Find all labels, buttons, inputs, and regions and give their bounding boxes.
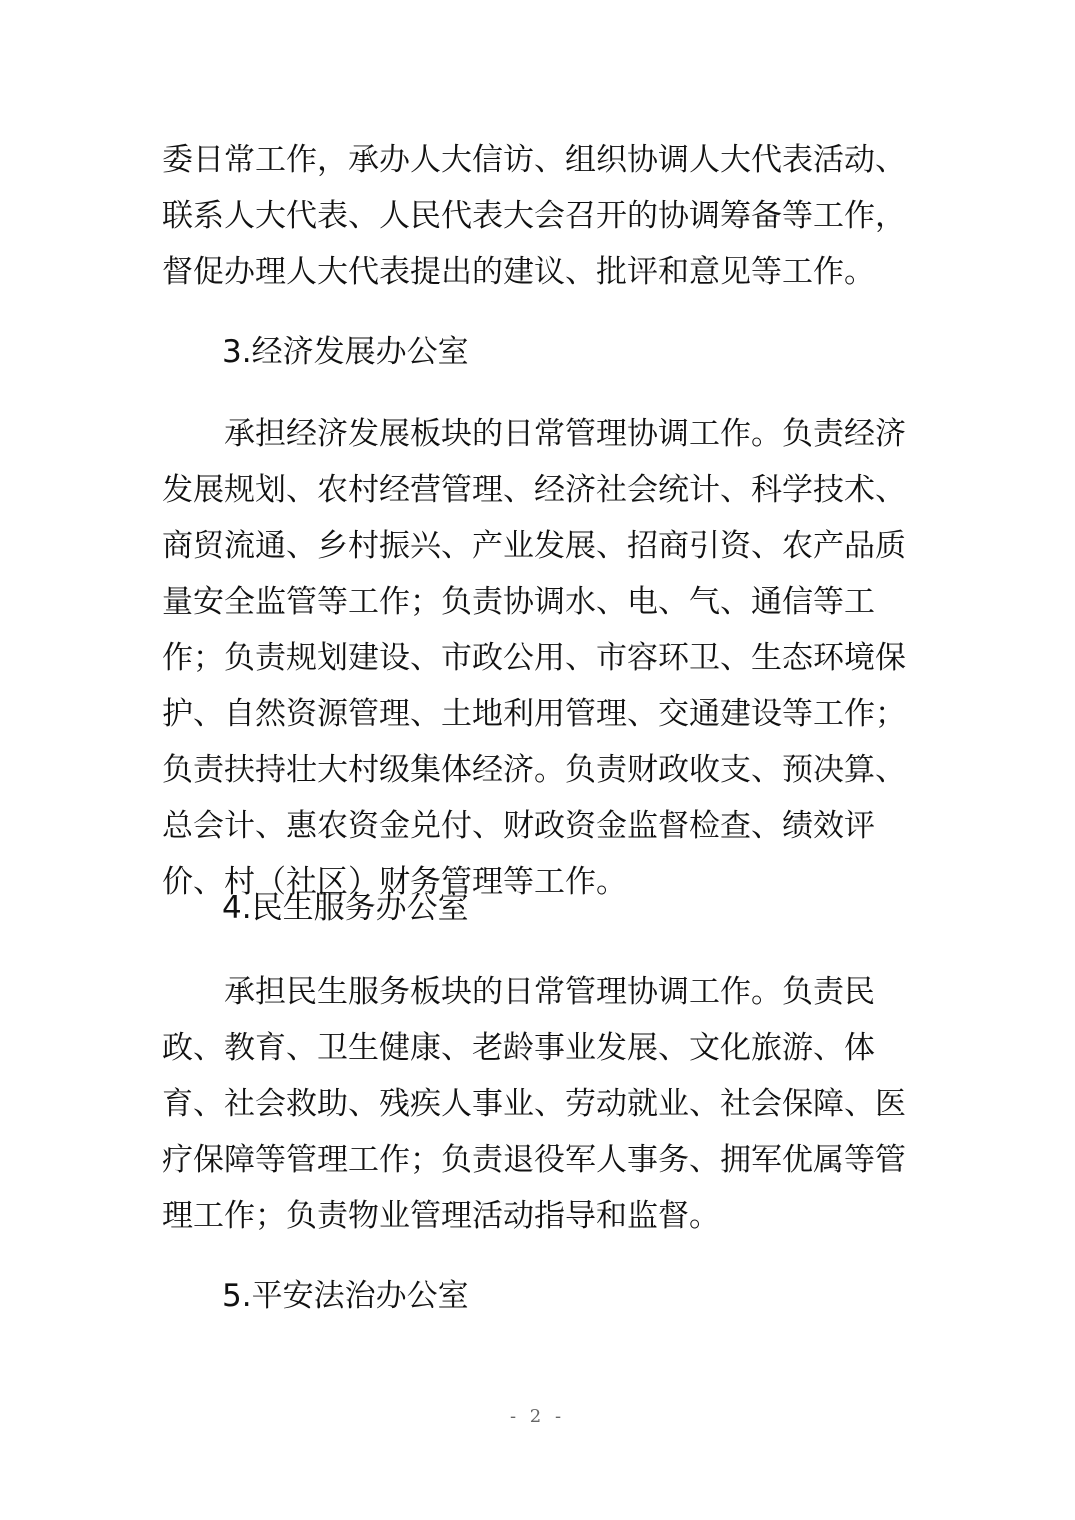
page-number: - 2 - [509, 1406, 566, 1427]
paragraph-economic-development: 承担经济发展板块的日常管理协调工作。负责经济发展规划、农村经营管理、经济社会统计、科学技术、商贸流通、乡村振兴、产业发展、招商引资、农产品质量安全监管等工作；负责协调水、电、气、通信等工作；负责规划建设、市政公用、市容环卫、生态环境保护、自然资源管理、土地利用管理、交通建设等工作；负责扶持壮大村级集体经济。负责财政收支、预决算、总会计、惠农资金兑付、财政资金监督检查、绩效评价、村（社区）财务管理等工作。 [162, 416, 906, 900]
section-heading-livelihood-services: 4.民生服务办公室 [222, 890, 469, 926]
paragraph-continued: 委日常工作，承办人大信访、组织协调人大代表活动、联系人大代表、人民代表大会召开的协调筹备等工作，督促办理人大代表提出的建议、批评和意见等工作。 [162, 142, 906, 290]
section-heading-safety-rule-of-law: 5.平安法治办公室 [222, 1278, 469, 1314]
section-heading-economic-development: 3.经济发展办公室 [222, 334, 469, 370]
paragraph-livelihood-services: 承担民生服务板块的日常管理协调工作。负责民政、教育、卫生健康、老龄事业发展、文化旅游、体育、社会救助、残疾人事业、劳动就业、社会保障、医疗保障等管理工作；负责退役军人事务、拥军优属等管理工作；负责物业管理活动指导和监督。 [162, 974, 906, 1234]
